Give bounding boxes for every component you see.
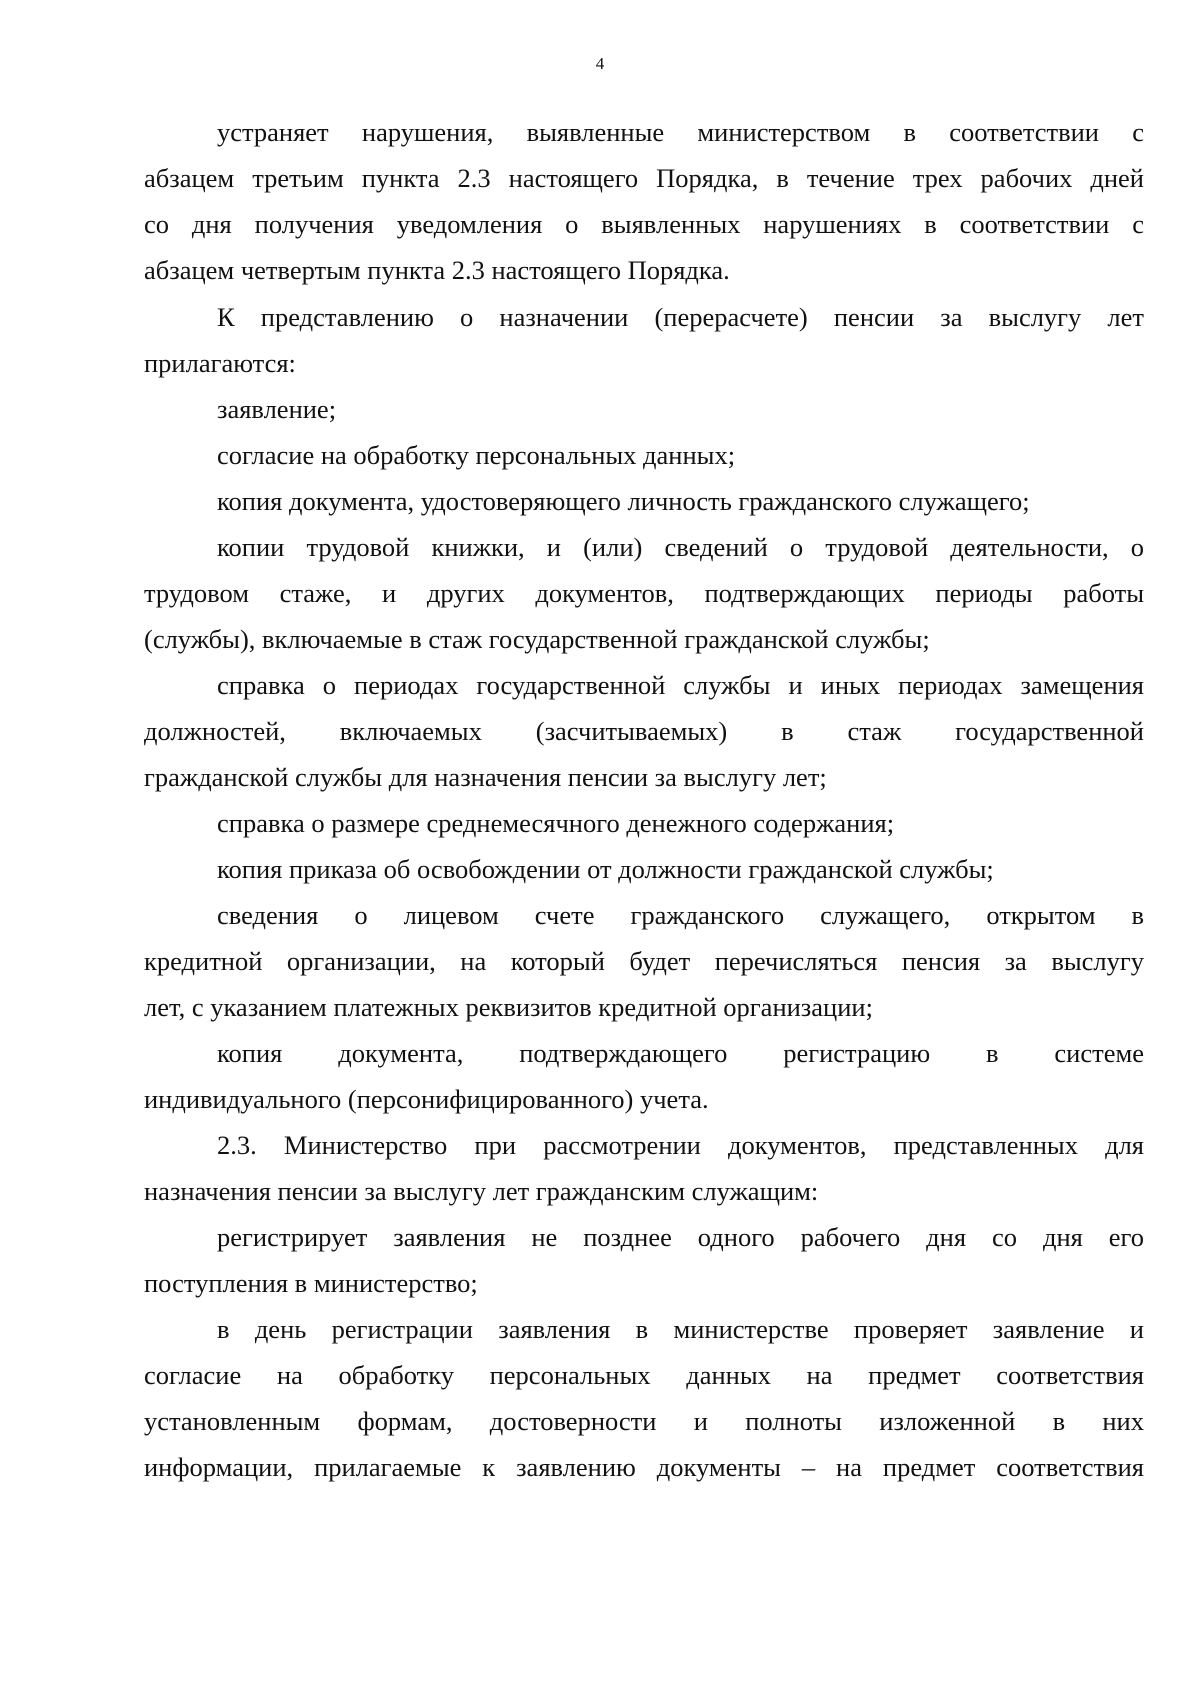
- text-line: информации, прилагаемые к заявлению документы – на предмет соответствия: [144, 1452, 1144, 1482]
- text-line: копия документа, удостоверяющего личность гражданского служащего;: [217, 486, 1030, 516]
- text-line: справка о периодах государственной службы и иных периодах замещения: [217, 670, 1144, 700]
- text-line: гражданской службы для назначения пенсии за выслугу лет;: [144, 762, 827, 792]
- text-line: абзацем третьим пункта 2.3 настоящего Порядка, в течение трех рабочих дней: [144, 163, 1144, 193]
- text-line: индивидуального (персонифицированного) учета.: [144, 1084, 709, 1114]
- text-line: заявление;: [217, 394, 337, 424]
- text-line: кредитной организации, на который будет перечисляться пенсия за выслугу: [144, 946, 1144, 976]
- text-line: устраняет нарушения, выявленные министерством в соответствии с: [217, 117, 1144, 147]
- text-line: назначения пенсии за выслугу лет гражданским служащим:: [144, 1176, 819, 1206]
- text-line: трудовом стаже, и других документов, подтверждающих периоды работы: [144, 578, 1144, 608]
- text-line: должностей, включаемых (засчитываемых) в стаж государственной: [144, 716, 1144, 746]
- text-line: абзацем четвертым пункта 2.3 настоящего Порядка.: [144, 255, 730, 285]
- text-line: копия документа, подтверждающего регистрацию в системе: [217, 1038, 1144, 1068]
- text-line: поступления в министерство;: [144, 1268, 478, 1298]
- text-line: прилагаются:: [144, 348, 296, 378]
- text-line: установленным формам, достоверности и полноты изложенной в них: [144, 1406, 1144, 1436]
- text-line: в день регистрации заявления в министерстве проверяет заявление и: [217, 1314, 1144, 1344]
- text-line: регистрирует заявления не позднее одного рабочего дня со дня его: [217, 1222, 1144, 1252]
- text-line: К представлению о назначении (перерасчете) пенсии за выслугу лет: [217, 302, 1144, 332]
- text-line: копия приказа об освобождении от должности гражданской службы;: [217, 854, 994, 884]
- text-line: справка о размере среднемесячного денежного содержания;: [217, 808, 895, 838]
- text-line: согласие на обработку персональных данных на предмет соответствия: [144, 1360, 1144, 1390]
- text-line: копии трудовой книжки, и (или) сведений о трудовой деятельности, о: [217, 532, 1144, 562]
- text-line: сведения о лицевом счете гражданского служащего, открытом в: [217, 900, 1144, 930]
- text-line: 2.3. Министерство при рассмотрении документов, представленных для: [217, 1130, 1144, 1160]
- text-line: лет, с указанием платежных реквизитов кредитной организации;: [144, 992, 873, 1022]
- page-number: 4: [595, 54, 605, 73]
- text-line: согласие на обработку персональных данных;: [217, 440, 736, 470]
- text-line: со дня получения уведомления о выявленных нарушениях в соответствии с: [144, 209, 1144, 239]
- text-line: (службы), включаемые в стаж государственной гражданской службы;: [144, 624, 930, 654]
